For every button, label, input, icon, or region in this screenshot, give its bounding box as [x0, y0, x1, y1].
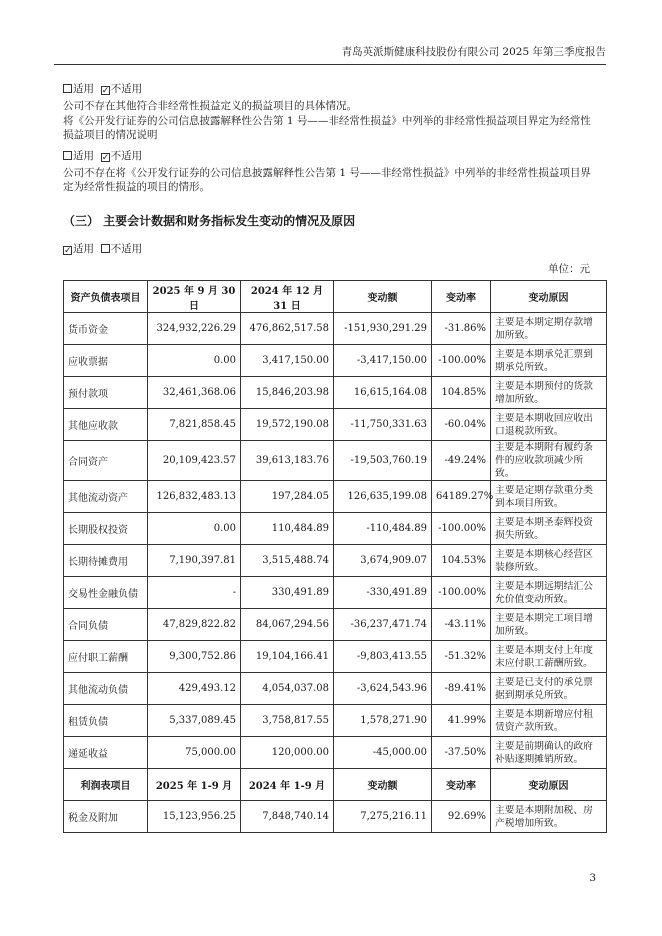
- prior-value-cell: 3,758,817.55: [241, 705, 334, 737]
- applicability-checkboxes-2: [63, 148, 142, 163]
- unchecked-box-icon[interactable]: [63, 84, 72, 93]
- current-value-cell: 7,821,858.45: [148, 409, 241, 441]
- unchecked-box-icon[interactable]: [101, 244, 110, 253]
- change-rate-cell: -100.00%: [432, 513, 491, 545]
- applicability-checkboxes-1: [63, 81, 142, 96]
- current-value-cell: 5,337,089.45: [148, 705, 241, 737]
- change-amount-cell: -19,503,760.19: [334, 441, 432, 481]
- balance-table-row: [64, 545, 607, 577]
- balance-table-row: [64, 377, 607, 409]
- change-rate-cell: -43.11%: [432, 609, 491, 641]
- change-reason-cell: 主要是定期存款重分类到本项目所致。: [491, 481, 607, 513]
- current-value-cell: 20,109,423.57: [148, 441, 241, 481]
- item-name-cell: 应收票据: [64, 345, 148, 377]
- change-amount-cell: -3,417,150.00: [334, 345, 432, 377]
- change-reason-cell: 主要是本期附有履约条件的应收款项减少所致。: [491, 441, 607, 481]
- balance-table-row: [64, 513, 607, 545]
- paragraph-1: 公司不存在其他符合非经常性损益定义的损益项目的具体情况。: [63, 100, 357, 112]
- prior-value-cell: 15,846,203.98: [241, 377, 334, 409]
- item-name-cell: 租赁负债: [64, 705, 148, 737]
- change-reason-cell: 主要是本期附加税、房产税增加所致。: [491, 801, 607, 833]
- prior-value-cell: 3,515,488.74: [241, 545, 334, 577]
- change-reason-cell: 主要是本期完工项目增加所致。: [491, 609, 607, 641]
- item-name-cell: 货币资金: [64, 313, 148, 345]
- balance-table-row: [64, 609, 607, 641]
- balance-table-row: [64, 673, 607, 705]
- change-reason-cell: 主要是本期预付的货款增加所致。: [491, 377, 607, 409]
- change-rate-cell: 104.53%: [432, 545, 491, 577]
- balance-table-row: [64, 705, 607, 737]
- prior-value-cell: 19,104,166.41: [241, 641, 334, 673]
- paragraph-3: 公司不存在将《公开发行证券的公司信息披露解释性公告第 1 号——非经常性损益》中列举的非经常性损益项目界定为经常性损益的项目的情形。: [63, 167, 591, 193]
- not-applicable-label: 不适用: [110, 83, 143, 95]
- header-cell: 变动率: [432, 769, 491, 801]
- current-value-cell: 15,123,956.25: [148, 801, 241, 833]
- section-title: （三） 主要会计数据和财务指标发生变动的情况及原因: [63, 214, 356, 228]
- prior-value-cell: 120,000.00: [241, 737, 334, 769]
- change-reason-cell: 主要是前期确认的政府补贴逐期摊销所致。: [491, 737, 607, 769]
- checked-box-icon[interactable]: ✓: [64, 246, 72, 256]
- financial-change-table: [63, 280, 607, 833]
- item-name-cell: 长期股权投资: [64, 513, 148, 545]
- balance-table-row: [64, 345, 607, 377]
- checked-box-icon[interactable]: ✓: [101, 86, 110, 96]
- change-rate-cell: -31.86%: [432, 313, 491, 345]
- prior-value-cell: 197,284.05: [241, 481, 334, 513]
- item-name-cell: 预付款项: [64, 377, 148, 409]
- item-name-cell: 税金及附加: [64, 801, 148, 833]
- current-value-cell: 32,461,368.06: [148, 377, 241, 409]
- item-name-cell: 递延收益: [64, 737, 148, 769]
- change-amount-cell: 126,635,199.08: [334, 481, 432, 513]
- current-value-cell: 429,493.12: [148, 673, 241, 705]
- not-applicable-label: 不适用: [110, 150, 143, 162]
- change-amount-cell: 16,615,164.08: [334, 377, 432, 409]
- item-name-cell: 交易性金融负债: [64, 577, 148, 609]
- change-amount-cell: 1,578,271.90: [334, 705, 432, 737]
- balance-table-row: [64, 737, 607, 769]
- change-reason-cell: 主要是本期远期结汇公允价值变动所致。: [491, 577, 607, 609]
- header-cell: 2024 年 12 月 31 日: [241, 281, 334, 313]
- current-value-cell: -: [148, 577, 241, 609]
- change-amount-cell: -151,930,291.29: [334, 313, 432, 345]
- page-header: 青岛英派斯健康科技股份有限公司 2025 年第三季度报告: [54, 44, 606, 65]
- item-name-cell: 其他应收款: [64, 409, 148, 441]
- header-cell: 变动原因: [491, 281, 607, 313]
- change-amount-cell: 7,275,216.11: [334, 801, 432, 833]
- item-name-cell: 合同负债: [64, 609, 148, 641]
- balance-table-row: [64, 409, 607, 441]
- current-value-cell: 9,300,752.86: [148, 641, 241, 673]
- prior-value-cell: 39,613,183.76: [241, 441, 334, 481]
- header-cell: 变动率: [432, 281, 491, 313]
- current-value-cell: 324,932,226.29: [148, 313, 241, 345]
- change-amount-cell: -11,750,331.63: [334, 409, 432, 441]
- change-rate-cell: -100.00%: [432, 345, 491, 377]
- change-amount-cell: -3,624,543.96: [334, 673, 432, 705]
- current-value-cell: 47,829,822.82: [148, 609, 241, 641]
- header-cell: 变动额: [334, 769, 432, 801]
- change-amount-cell: -330,491.89: [334, 577, 432, 609]
- change-amount-cell: -45,000.00: [334, 737, 432, 769]
- applicable-label: 适用: [73, 150, 94, 162]
- header-cell: 2025 年 9 月 30 日: [148, 281, 241, 313]
- income-table-row: [64, 801, 607, 833]
- change-rate-cell: -37.50%: [432, 737, 491, 769]
- change-rate-cell: -51.32%: [432, 641, 491, 673]
- header-cell: 2024 年 1-9 月: [241, 769, 334, 801]
- change-reason-cell: 主要是本期承兑汇票到期承兑所致。: [491, 345, 607, 377]
- change-amount-cell: -110,484.89: [334, 513, 432, 545]
- change-rate-cell: 41.99%: [432, 705, 491, 737]
- change-rate-cell: -49.24%: [432, 441, 491, 481]
- current-value-cell: 7,190,397.81: [148, 545, 241, 577]
- header-cell: 资产负债表项目: [64, 281, 148, 313]
- prior-value-cell: 3,417,150.00: [241, 345, 334, 377]
- unit-label: 单位：元: [548, 263, 590, 275]
- change-rate-cell: -60.04%: [432, 409, 491, 441]
- item-name-cell: 应付职工薪酬: [64, 641, 148, 673]
- item-name-cell: 其他流动负债: [64, 673, 148, 705]
- balance-table-row: [64, 481, 607, 513]
- change-rate-cell: 92.69%: [432, 801, 491, 833]
- change-reason-cell: 主要是本期定期存款增加所致。: [491, 313, 607, 345]
- header-cell: 变动原因: [491, 769, 607, 801]
- item-name-cell: 长期待摊费用: [64, 545, 148, 577]
- change-amount-cell: -36,237,471.74: [334, 609, 432, 641]
- income-header-row: [64, 769, 607, 801]
- change-rate-cell: 64189.27%: [432, 481, 491, 513]
- balance-table-row: [64, 313, 607, 345]
- change-reason-cell: 主要是已支付的承兑票据到期承兑所致。: [491, 673, 607, 705]
- change-amount-cell: -9,803,413.55: [334, 641, 432, 673]
- page-number: 3: [589, 872, 596, 884]
- change-reason-cell: 主要是本期收回应收出口退税款所致。: [491, 409, 607, 441]
- balance-table-row: [64, 577, 607, 609]
- current-value-cell: 126,832,483.13: [148, 481, 241, 513]
- applicability-checkboxes-3: [63, 241, 142, 256]
- change-rate-cell: -100.00%: [432, 577, 491, 609]
- balance-table-row: [64, 641, 607, 673]
- header-cell: 变动额: [334, 281, 432, 313]
- prior-value-cell: 84,067,294.56: [241, 609, 334, 641]
- current-value-cell: 75,000.00: [148, 737, 241, 769]
- balance-table-row: [64, 441, 607, 481]
- change-reason-cell: 主要是本期新增应付租赁资产款所致。: [491, 705, 607, 737]
- prior-value-cell: 7,848,740.14: [241, 801, 334, 833]
- applicable-label: 适用: [73, 243, 94, 255]
- balance-header-row: [64, 281, 607, 313]
- prior-value-cell: 4,054,037.08: [241, 673, 334, 705]
- header-cell: 利润表项目: [64, 769, 148, 801]
- change-reason-cell: 主要是本期核心经营区装修所致。: [491, 545, 607, 577]
- prior-value-cell: 330,491.89: [241, 577, 334, 609]
- prior-value-cell: 19,572,190.08: [241, 409, 334, 441]
- change-reason-cell: 主要是本期支付上年度末应付职工薪酬所致。: [491, 641, 607, 673]
- change-rate-cell: 104.85%: [432, 377, 491, 409]
- unchecked-box-icon[interactable]: [63, 151, 72, 160]
- prior-value-cell: 110,484.89: [241, 513, 334, 545]
- change-amount-cell: 3,674,909.07: [334, 545, 432, 577]
- applicable-label: 适用: [73, 83, 94, 95]
- item-name-cell: 合同资产: [64, 441, 148, 481]
- header-cell: 2025 年 1-9 月: [148, 769, 241, 801]
- change-reason-cell: 主要是本期圣泰辉投资损失所致。: [491, 513, 607, 545]
- checked-box-icon[interactable]: ✓: [101, 153, 110, 163]
- current-value-cell: 0.00: [148, 345, 241, 377]
- prior-value-cell: 476,862,517.58: [241, 313, 334, 345]
- item-name-cell: 其他流动资产: [64, 481, 148, 513]
- change-rate-cell: -89.41%: [432, 673, 491, 705]
- not-applicable-label: 不适用: [110, 243, 143, 255]
- current-value-cell: 0.00: [148, 513, 241, 545]
- paragraph-2: 将《公开发行证券的公司信息披露解释性公告第 1 号——非经常性损益》中列举的非经常性损益项目界定为经常性损益项目的情况说明: [63, 115, 591, 141]
